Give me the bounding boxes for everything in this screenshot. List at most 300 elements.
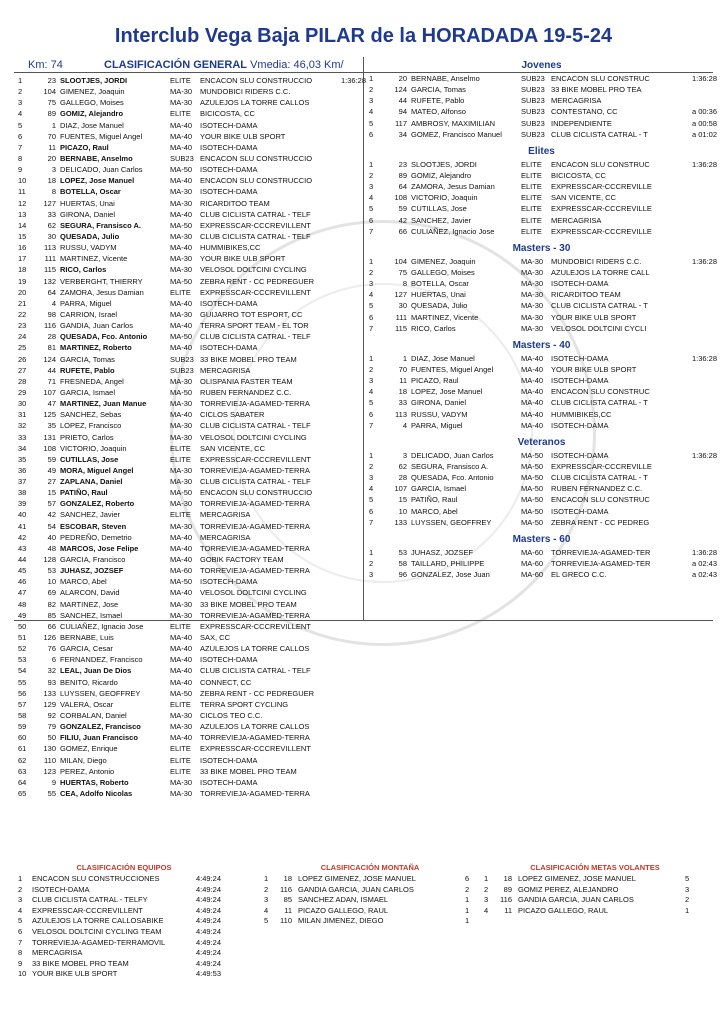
category: ELITE bbox=[170, 109, 191, 119]
result-row bbox=[18, 220, 363, 231]
result-row bbox=[18, 142, 363, 153]
category: SUB23 bbox=[521, 129, 545, 139]
position: 61 bbox=[18, 744, 27, 754]
time: 4:49:24 bbox=[196, 905, 222, 915]
page-title: Interclub Vega Baja PILAR de la HORADADA 19-5-24 bbox=[114, 25, 613, 47]
category: MA-50 bbox=[170, 165, 193, 175]
result-row bbox=[18, 587, 363, 598]
time: a 00:58 bbox=[691, 118, 717, 128]
result-row bbox=[369, 118, 717, 129]
result-row bbox=[18, 599, 363, 610]
dorsal: 107 bbox=[43, 387, 56, 397]
dorsal: 116 bbox=[44, 321, 56, 331]
category: MA-40 bbox=[170, 532, 193, 542]
rider-name: PICAZO GALLEGO, RAUL bbox=[518, 905, 609, 915]
category: MA-30 bbox=[170, 610, 193, 620]
position: 3 bbox=[18, 895, 23, 905]
result-row bbox=[369, 386, 714, 397]
position: 1 bbox=[18, 874, 23, 883]
position: 2 bbox=[369, 85, 374, 95]
category: MA-40 bbox=[170, 243, 193, 253]
dorsal: 4 bbox=[402, 420, 407, 430]
dorsal: 69 bbox=[47, 588, 56, 598]
dorsal: 8 bbox=[51, 187, 56, 197]
result-row bbox=[369, 420, 714, 431]
result-row bbox=[18, 164, 363, 175]
rider-name: GARCIA, Ismael bbox=[411, 484, 467, 494]
team-row bbox=[14, 874, 234, 885]
position: 62 bbox=[18, 755, 27, 765]
team-name: ISOTECH-DAMA bbox=[551, 420, 609, 430]
result-row bbox=[369, 278, 714, 289]
team-name: YOUR BIKE ULB SPORT bbox=[200, 254, 286, 264]
result-row bbox=[18, 498, 363, 509]
result-row bbox=[18, 543, 363, 554]
time: 4:49:24 bbox=[196, 916, 222, 926]
team-name: EXPRESSCAR-CCCREVILLENT bbox=[200, 220, 311, 230]
result-row bbox=[369, 494, 714, 505]
team-name: ENCACON SLU CONSTRUCCIO bbox=[200, 176, 313, 186]
team-name: 33 BIKE MOBEL PRO TEAM bbox=[200, 354, 297, 364]
team-name: TORREVIEJA-AGAMED-TERRA bbox=[200, 399, 310, 409]
result-row bbox=[18, 732, 363, 743]
dorsal: 10 bbox=[47, 577, 56, 587]
rider-name: CULIAÑEZ, Ignacio Jose bbox=[60, 621, 144, 631]
rider-name: LOPEZ GIMENEZ, JOSE MANUEL bbox=[298, 874, 416, 883]
dorsal: 42 bbox=[398, 215, 407, 225]
position: 4 bbox=[369, 193, 374, 203]
result-row bbox=[18, 231, 363, 242]
team-name: VELOSOL DOLTCINI CYCLING bbox=[200, 588, 307, 598]
category: MA-30 bbox=[170, 421, 193, 431]
category: ELITE bbox=[521, 204, 542, 214]
general-classification-table bbox=[18, 75, 366, 799]
team-name: CONNECT, CC bbox=[200, 677, 252, 687]
position: 9 bbox=[18, 165, 23, 175]
time: 1:36:28 bbox=[691, 159, 717, 169]
dorsal: 79 bbox=[47, 722, 56, 732]
category: MA-40 bbox=[170, 655, 193, 665]
points-row bbox=[480, 885, 710, 896]
position: 49 bbox=[18, 610, 27, 620]
team-row bbox=[14, 895, 234, 906]
result-row bbox=[18, 387, 363, 398]
category-heading: Jovenes bbox=[521, 60, 562, 71]
team-name: RUBEN FERNANDEZ C.C. bbox=[551, 484, 643, 494]
sprints-classification-heading: CLASIFICACIÓN METAS VOLANTES bbox=[530, 863, 660, 872]
result-row bbox=[18, 677, 363, 688]
position: 38 bbox=[18, 488, 27, 498]
dorsal: 66 bbox=[47, 621, 56, 631]
position: 65 bbox=[18, 789, 27, 798]
team-name: VELOSOL DOLTCINI CYCLING bbox=[200, 265, 307, 275]
rider-name: MARTINEZ, Vicente bbox=[60, 254, 128, 264]
category: ELITE bbox=[521, 170, 542, 180]
category: MA-50 bbox=[521, 506, 544, 516]
time: 4:49:24 bbox=[196, 958, 222, 968]
rider-name: BERNABE, Anselmo bbox=[60, 153, 133, 163]
position: 1 bbox=[369, 353, 374, 363]
intermediate-sprints-classification bbox=[480, 862, 710, 916]
dorsal: 4 bbox=[51, 298, 56, 308]
rider-name: GARCIA, Tomas bbox=[60, 354, 115, 364]
team-name: ISOTECH-DAMA bbox=[551, 506, 609, 516]
position: 1 bbox=[18, 76, 23, 85]
time: a 01:02 bbox=[691, 129, 717, 139]
category: ELITE bbox=[170, 76, 191, 85]
category: MA-30 bbox=[170, 265, 193, 275]
category: MA-40 bbox=[521, 376, 544, 386]
dorsal: 15 bbox=[398, 495, 407, 505]
rider-name: MARCOS, Jose Felipe bbox=[60, 543, 139, 553]
rider-name: FERNANDEZ, Francisco bbox=[60, 655, 143, 665]
position: 10 bbox=[18, 176, 27, 186]
points-row bbox=[260, 874, 480, 885]
dorsal: 59 bbox=[47, 454, 56, 464]
position: 32 bbox=[18, 421, 27, 431]
category: MA-50 bbox=[521, 495, 544, 505]
dorsal: 113 bbox=[395, 409, 407, 419]
category: MA-50 bbox=[521, 517, 544, 527]
team-name: ENCACON SLU CONSTRUC bbox=[551, 159, 650, 169]
dorsal: 124 bbox=[43, 354, 56, 364]
rider-name: GIRONA, Daniel bbox=[60, 209, 116, 219]
result-row bbox=[18, 108, 363, 119]
dorsal: 11 bbox=[48, 142, 56, 152]
team-name: BICICOSTA, CC bbox=[551, 170, 606, 180]
dorsal: 62 bbox=[47, 220, 56, 230]
result-row bbox=[369, 323, 714, 334]
category: MA-40 bbox=[521, 364, 544, 374]
dorsal: 40 bbox=[47, 532, 56, 542]
dorsal: 89 bbox=[398, 170, 407, 180]
points: 2 bbox=[685, 895, 690, 905]
points-row bbox=[260, 895, 480, 906]
position: 2 bbox=[18, 87, 23, 97]
rider-name: BOTELLA, Oscar bbox=[411, 279, 469, 289]
rider-name: GOMIZ, Alejandro bbox=[411, 170, 472, 180]
general-heading: CLASIFICACIÓN GENERAL bbox=[104, 59, 247, 71]
category: MA-40 bbox=[521, 409, 544, 419]
rider-name: TAILLARD, PHILIPPE bbox=[411, 558, 485, 568]
category: SUB23 bbox=[521, 74, 545, 83]
dorsal: 133 bbox=[394, 517, 407, 527]
result-row bbox=[369, 450, 717, 461]
dorsal: 27 bbox=[47, 477, 56, 487]
dorsal: 133 bbox=[43, 688, 56, 698]
rider-name: MARCO, Abel bbox=[60, 577, 107, 587]
team-name: ISOTECH-DAMA bbox=[200, 343, 258, 353]
position: 24 bbox=[18, 332, 27, 342]
position: 1 bbox=[484, 874, 489, 883]
position: 48 bbox=[18, 599, 27, 609]
rider-name: DIAZ, Jose Manuel bbox=[411, 353, 475, 363]
result-row bbox=[369, 170, 714, 181]
category: MA-40 bbox=[170, 633, 193, 643]
time: 4:49:24 bbox=[196, 874, 222, 883]
result-row bbox=[18, 354, 363, 365]
general-classification-heading bbox=[104, 59, 344, 71]
points-row bbox=[480, 895, 710, 906]
position: 34 bbox=[18, 443, 27, 453]
category: MA-30 bbox=[521, 290, 544, 300]
result-row bbox=[18, 198, 363, 209]
result-row bbox=[369, 192, 714, 203]
position: 17 bbox=[18, 254, 27, 264]
points: 3 bbox=[685, 884, 690, 894]
team-name: CLUB CICLISTA CATRAL - TELF bbox=[200, 421, 311, 431]
rider-name: MARTINEZ, Jose bbox=[60, 599, 119, 609]
team-name: ISOTECH-DAMA bbox=[200, 755, 258, 765]
position: 18 bbox=[18, 265, 27, 275]
dorsal: 49 bbox=[47, 465, 56, 475]
team-name: YOUR BIKE ULB SPORT bbox=[551, 312, 637, 322]
rider-name: CORBALAN, Daniel bbox=[60, 711, 127, 721]
team-name: AZULEJOS LA TORRE CALLOS bbox=[200, 98, 310, 108]
team-name: ENCACON SLU CONSTRUCCIO bbox=[200, 488, 313, 498]
team-name: EXPRESSCAR-CCCREVILLENT bbox=[200, 287, 311, 297]
dorsal: 110 bbox=[280, 916, 292, 926]
position: 3 bbox=[369, 96, 374, 106]
team-name: RICARDITOO TEAM bbox=[200, 198, 270, 208]
position: 7 bbox=[369, 517, 374, 527]
team-name: EXPRESSCAR-CCCREVILLENT bbox=[32, 905, 143, 915]
team-name: INDEPENDIENTE bbox=[551, 118, 612, 128]
result-row bbox=[18, 276, 363, 287]
team-name: CLUB CICLISTA CATRAL - T bbox=[551, 398, 648, 408]
team-name: TERRA SPORT CYCLING bbox=[200, 699, 289, 709]
position: 27 bbox=[18, 365, 27, 375]
rider-name: GOMEZ, Enrique bbox=[60, 744, 118, 754]
rider-name: DELICADO, Juan Carlos bbox=[411, 450, 494, 460]
result-row bbox=[18, 75, 366, 86]
rider-name: PICAZO, Raul bbox=[411, 376, 459, 386]
position: 44 bbox=[18, 555, 27, 565]
time: 4:49:24 bbox=[196, 884, 222, 894]
time: 4:49:24 bbox=[196, 937, 222, 947]
dorsal: 110 bbox=[44, 755, 56, 765]
rider-name: RUFETE, Pablo bbox=[411, 96, 465, 106]
dorsal: 3 bbox=[51, 165, 56, 175]
rider-name: GOMIZ PEREZ, ALEJANDRO bbox=[518, 884, 619, 894]
team-name: EL GRECO C.C. bbox=[551, 570, 607, 580]
result-row bbox=[369, 73, 717, 84]
position: 4 bbox=[264, 905, 269, 915]
position: 64 bbox=[18, 777, 27, 787]
result-row bbox=[18, 665, 363, 676]
category: MA-30 bbox=[170, 711, 193, 721]
rider-name: GONZALEZ, Francisco bbox=[60, 722, 141, 732]
points-row bbox=[480, 906, 710, 917]
team-row bbox=[14, 885, 234, 896]
category: MA-40 bbox=[170, 666, 193, 676]
position: 29 bbox=[18, 387, 27, 397]
rider-name: SEGURA, Fransisco A. bbox=[411, 461, 489, 471]
dorsal: 57 bbox=[47, 499, 56, 509]
dorsal: 18 bbox=[398, 387, 407, 397]
position: 10 bbox=[18, 969, 27, 979]
rider-name: PICAZO, Raul bbox=[60, 142, 109, 152]
rider-name: SLOOTJES, JORDI bbox=[411, 159, 477, 169]
rider-name: PATIÑO, Raul bbox=[60, 488, 108, 498]
result-row bbox=[18, 331, 363, 342]
dorsal: 123 bbox=[43, 766, 56, 776]
category: MA-30 bbox=[170, 722, 193, 732]
rider-name: QUESADA, Julio bbox=[411, 301, 468, 311]
position: 39 bbox=[18, 499, 27, 509]
dorsal: 53 bbox=[47, 566, 56, 576]
rider-name: HUERTAS, Unai bbox=[60, 198, 115, 208]
dorsal: 42 bbox=[47, 510, 56, 520]
team-name: HUMMIBIKES,CC bbox=[551, 409, 612, 419]
position: 16 bbox=[18, 243, 27, 253]
result-row bbox=[369, 483, 714, 494]
time: 1:36:28 bbox=[340, 76, 366, 85]
team-name: YOUR BIKE ULB SPORT bbox=[32, 969, 118, 979]
dorsal: 108 bbox=[43, 443, 56, 453]
team-name: TORREVIEJA-AGAMED-TERRA bbox=[200, 610, 310, 620]
result-row bbox=[369, 300, 714, 311]
position: 19 bbox=[18, 276, 27, 286]
dorsal: 89 bbox=[503, 884, 512, 894]
result-row bbox=[18, 398, 363, 409]
result-row bbox=[18, 632, 363, 643]
position: 4 bbox=[369, 387, 374, 397]
category: MA-30 bbox=[170, 399, 193, 409]
rider-name: AMBROSY, MAXIMILIAN bbox=[411, 118, 496, 128]
dorsal: 59 bbox=[398, 204, 407, 214]
dorsal: 55 bbox=[47, 789, 56, 798]
position: 31 bbox=[18, 410, 27, 420]
rider-name: FRESNEDA, Angel bbox=[60, 376, 124, 386]
category: SUB23 bbox=[170, 354, 194, 364]
team-name: EXPRESSCAR-CCCREVILLE bbox=[551, 226, 652, 236]
team-name: TORREVIEJA-AGAMED-TERRA bbox=[200, 521, 310, 531]
result-row bbox=[18, 532, 363, 543]
team-name: RICARDITOO TEAM bbox=[551, 290, 621, 300]
result-row bbox=[369, 547, 717, 558]
category: MA-30 bbox=[170, 254, 193, 264]
team-name: YOUR BIKE ULB SPORT bbox=[200, 131, 286, 141]
rider-name: PATIÑO, Raul bbox=[411, 495, 458, 505]
result-row bbox=[369, 159, 717, 170]
dorsal: 15 bbox=[47, 488, 56, 498]
result-row bbox=[369, 203, 714, 214]
column-divider bbox=[363, 57, 364, 620]
position: 2 bbox=[264, 884, 269, 894]
points: 1 bbox=[465, 905, 470, 915]
dorsal: 6 bbox=[51, 655, 56, 665]
dorsal: 111 bbox=[395, 312, 407, 322]
rider-name: BERNABE, Luis bbox=[60, 633, 114, 643]
position: 51 bbox=[18, 633, 27, 643]
dorsal: 58 bbox=[398, 558, 407, 568]
team-classification-heading: CLASIFICACIÓN EQUIPOS bbox=[76, 863, 172, 872]
result-row bbox=[369, 364, 714, 375]
result-row bbox=[18, 454, 363, 465]
dorsal: 107 bbox=[394, 484, 407, 494]
position: 8 bbox=[18, 948, 23, 958]
category: MA-40 bbox=[170, 644, 193, 654]
category: MA-30 bbox=[521, 279, 544, 289]
team-name: YOUR BIKE ULB SPORT bbox=[551, 364, 637, 374]
dorsal: 125 bbox=[43, 410, 56, 420]
category: MA-50 bbox=[170, 276, 193, 286]
result-row bbox=[18, 576, 363, 587]
dorsal: 94 bbox=[398, 107, 407, 117]
rider-name: ZAPLANA, Daniel bbox=[60, 477, 123, 487]
result-row bbox=[18, 365, 363, 376]
rider-name: SEGURA, Fransisco A. bbox=[60, 220, 141, 230]
position: 2 bbox=[369, 558, 374, 568]
points-row bbox=[260, 885, 480, 896]
category: MA-40 bbox=[170, 142, 193, 152]
team-name: CLUB CICLISTA CATRAL - T bbox=[551, 473, 648, 483]
category: MA-50 bbox=[170, 220, 193, 230]
result-row bbox=[18, 509, 363, 520]
result-row bbox=[369, 256, 717, 267]
category: MA-50 bbox=[170, 577, 193, 587]
position: 50 bbox=[18, 621, 27, 631]
result-row bbox=[369, 181, 714, 192]
category: MA-30 bbox=[170, 309, 193, 319]
position: 3 bbox=[369, 279, 374, 289]
position: 54 bbox=[18, 666, 27, 676]
dorsal: 104 bbox=[394, 256, 407, 266]
team-name: MERCAGRISA bbox=[200, 365, 251, 375]
category: MA-40 bbox=[170, 120, 193, 130]
team-name: TORREVIEJA-AGAMED-TERRAMOVIL bbox=[32, 937, 166, 947]
category: ELITE bbox=[170, 621, 191, 631]
rider-name: RUFETE, Pablo bbox=[60, 365, 115, 375]
rider-name: VICTORIO, Joaquin bbox=[411, 193, 478, 203]
points: 1 bbox=[685, 905, 690, 915]
dorsal: 108 bbox=[394, 193, 407, 203]
position: 2 bbox=[369, 461, 374, 471]
rider-name: MARTINEZ, Juan Manue bbox=[60, 399, 147, 409]
points: 5 bbox=[685, 874, 690, 883]
team-name: SAN VICENTE, CC bbox=[200, 443, 266, 453]
team-name: EXPRESSCAR-CCCREVILLE bbox=[551, 461, 652, 471]
position: 6 bbox=[18, 926, 23, 936]
category: ELITE bbox=[521, 215, 542, 225]
dorsal: 127 bbox=[394, 290, 407, 300]
position: 23 bbox=[18, 321, 27, 331]
points-row bbox=[260, 916, 480, 927]
dorsal: 64 bbox=[398, 182, 407, 192]
category-heading: Masters - 30 bbox=[512, 242, 571, 254]
category: MA-50 bbox=[170, 488, 193, 498]
team-name: ISOTECH-DAMA bbox=[200, 142, 258, 152]
result-row bbox=[369, 472, 714, 483]
category: MA-30 bbox=[521, 301, 544, 311]
team-name: ENCACON SLU CONSTRUC bbox=[551, 387, 650, 397]
position: 6 bbox=[369, 129, 374, 139]
team-name: ISOTECH-DAMA bbox=[200, 577, 258, 587]
rider-name: GALLEGO, Moises bbox=[411, 267, 475, 277]
dorsal: 124 bbox=[394, 85, 407, 95]
category: ELITE bbox=[170, 766, 191, 776]
position: 1 bbox=[369, 159, 374, 169]
position: 55 bbox=[18, 677, 27, 687]
dorsal: 113 bbox=[44, 243, 56, 253]
position: 25 bbox=[18, 343, 27, 353]
time: 4:49:53 bbox=[196, 969, 222, 979]
category: MA-60 bbox=[521, 558, 544, 568]
rider-name: MARTINEZ, Vicente bbox=[411, 312, 479, 322]
rider-name: DELICADO, Juan Carlos bbox=[60, 165, 143, 175]
category: MA-60 bbox=[521, 570, 544, 580]
